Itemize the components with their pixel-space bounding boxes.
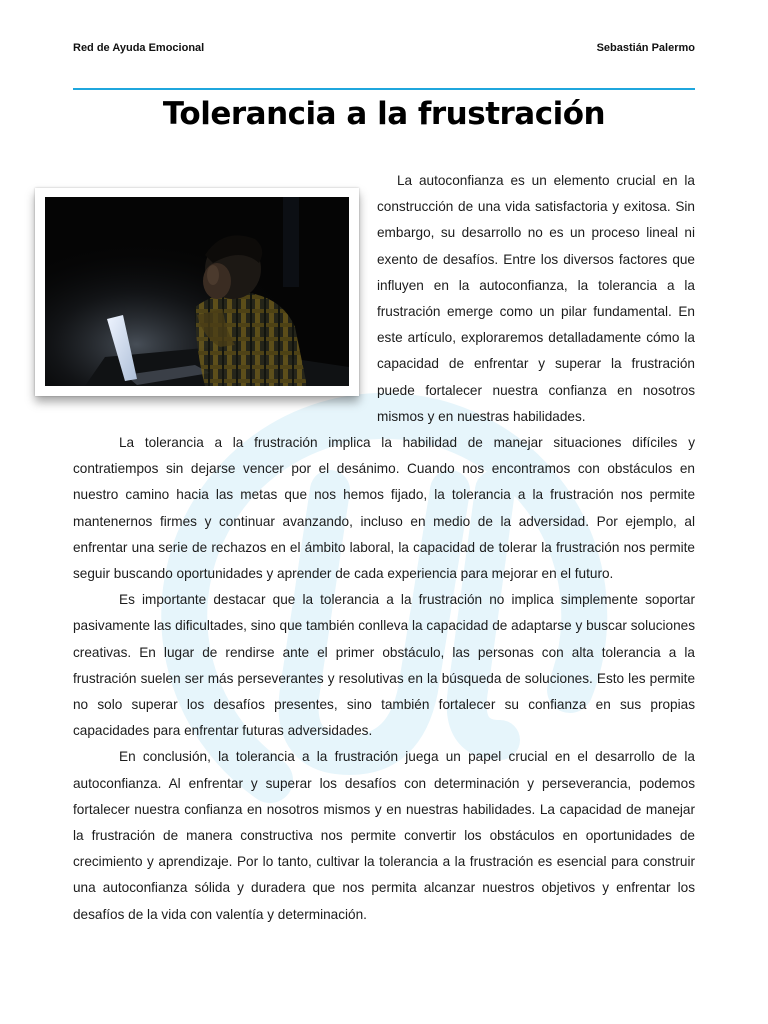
organization-name: Red de Ayuda Emocional xyxy=(73,42,205,54)
article-body xyxy=(73,430,695,928)
author-name: Sebastián Palermo xyxy=(596,42,695,54)
paragraph-2: Es importante destacar que la tolerancia a la frustración no implica simplemente soportar pasivamente las dificultades, sino que también conlleva la capacidad de adaptarse y buscar soluciones creativas. En lugar de rendirse ante el primer obstáculo, las personas con alta tolerancia a la frustración suelen ser más perseverantes y resolutivas en la búsqueda de soluciones. Esto les permite no solo superar los desafíos presentes, sino también fortalecer su confianza en sus propias capacidades para enfrentar futuras adversidades. xyxy=(73,592,695,739)
intro-text: La autoconfianza es un elemento crucial en la construcción de una vida satisfactoria y exitosa. Sin embargo, su desarrollo no es un proceso lineal ni exento de desafíos. Entre los diversos factores que influyen en la autoconfianza, la tolerancia a la frustración emerge como un pilar fundamental. En este artículo, exploraremos detalladamente cómo la capacidad de enfrentar y superar la frustración puede fortalecer nuestra confianza en nosotros mismos y en nuestras habilidades. xyxy=(377,173,695,424)
article-photo-frame xyxy=(35,188,359,396)
article-title: Tolerancia a la frustración xyxy=(162,96,606,132)
paragraph-1: La tolerancia a la frustración implica la habilidad de manejar situaciones difíciles y contratiempos sin dejarse vencer por el desánimo. Cuando nos encontramos con obstáculos en nuestro camino hacia las metas que nos hemos fijado, la tolerancia a la frustración nos permite mantenernos firmes y continuar avanzando, incluso en medio de la adversidad. Por ejemplo, al enfrentar una serie de rechazos en el ámbito laboral, la capacidad de tolerar la frustración nos permite seguir buscando oportunidades y aprender de cada experiencia para mejorar en el futuro. xyxy=(73,435,695,582)
page-header xyxy=(73,42,695,58)
person-frustrated-at-laptop-photo xyxy=(45,197,349,386)
paragraph-3: En conclusión, la tolerancia a la frustración juega un papel crucial en el desarrollo de la autoconfianza. Al enfrentar y superar los desafíos con determinación y perseverancia, podemos fortalecer nuestra confianza en nosotros mismos y en nuestras habilidades. La capacidad de manejar la frustración de manera constructiva nos permite convertir los obstáculos en oportunidades de crecimiento y aprendizaje. Por lo tanto, cultivar la tolerancia a la frustración es esencial para construir una autoconfianza sólida y duradera que nos permita alcanzar nuestros objetivos y enfrentar los desafíos de la vida con valentía y determinación. xyxy=(73,749,695,922)
header-divider xyxy=(73,88,695,90)
intro-paragraph xyxy=(377,168,695,430)
